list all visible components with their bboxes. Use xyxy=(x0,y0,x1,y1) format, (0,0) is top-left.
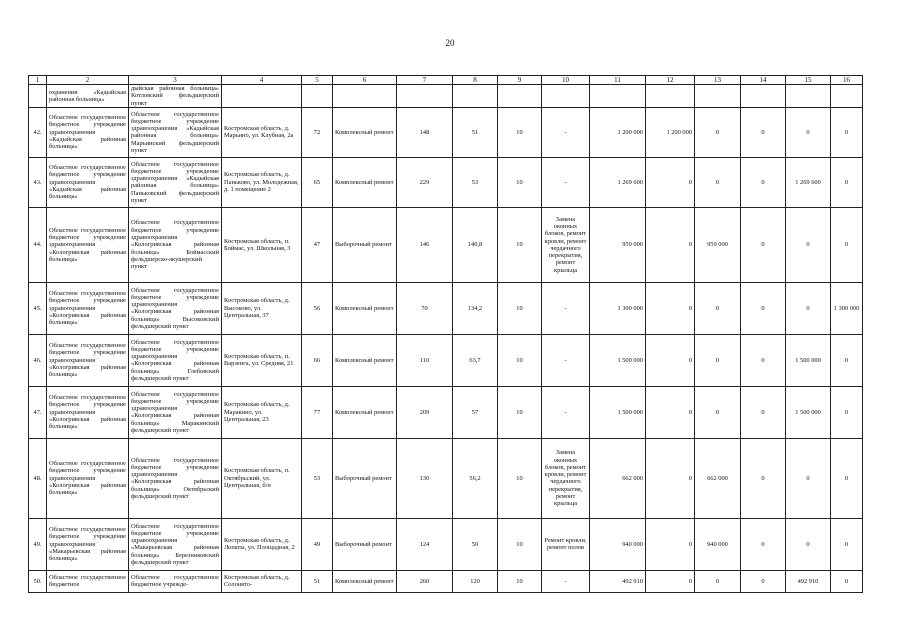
area-cell: 63,7 xyxy=(453,334,498,386)
year-3-cost-cell: 0 xyxy=(741,207,786,282)
table-row xyxy=(29,386,863,438)
year-3-cost-cell: 0 xyxy=(741,386,786,438)
column-header: 7 xyxy=(397,76,453,85)
area-cell: 56,2 xyxy=(453,438,498,518)
wear-cell: 10 xyxy=(498,518,542,570)
row-number-cell: 48. xyxy=(29,438,47,518)
total-area-cell: 65 xyxy=(302,157,333,207)
year-1-cost-cell: 0 xyxy=(646,282,695,334)
population-cell: 148 xyxy=(397,107,453,157)
year-4-cost-cell: 0 xyxy=(786,207,831,282)
total-area-cell: 53 xyxy=(302,438,333,518)
value-cell xyxy=(333,85,397,108)
wear-cell: 10 xyxy=(498,334,542,386)
year-5-cost-cell: 0 xyxy=(831,438,863,518)
year-3-cost-cell: 0 xyxy=(741,157,786,207)
year-5-cost-cell: 0 xyxy=(831,334,863,386)
repair-type-cell: Комплексный ремонт xyxy=(333,282,397,334)
year-1-cost-cell: 0 xyxy=(646,386,695,438)
facility-cell: Областное государственное бюджетное учреждение здравоохранения «Кологривская районная больница» Маракинский фельдшерский пункт xyxy=(129,386,222,438)
address-cell: Костромская область, д. Солонято- xyxy=(222,570,302,592)
row-number-cell: 44. xyxy=(29,207,47,282)
area-cell: 53 xyxy=(453,157,498,207)
year-5-cost-cell: 0 xyxy=(831,570,863,592)
column-header: 8 xyxy=(453,76,498,85)
address-cell: Костромская область, д. Высоково, ул. Центральная, 37 xyxy=(222,282,302,334)
table-row xyxy=(29,438,863,518)
institution-cell: Областное государственное бюджетное учреждение здравоохранения «Кологривская районная больница» xyxy=(47,334,129,386)
repair-type-cell: Комплексный ремонт xyxy=(333,386,397,438)
table-row xyxy=(29,107,863,157)
works-cell: Замена оконных блоков, ремонт кровли, ремонт чердачного перекрытия, ремонт крыльца xyxy=(542,438,590,518)
year-2-cost-cell: 0 xyxy=(695,107,741,157)
year-1-cost-cell: 0 xyxy=(646,207,695,282)
works-cell: Ремонт кровли, ремонт полов xyxy=(542,518,590,570)
row-number-cell: 45. xyxy=(29,282,47,334)
year-3-cost-cell: 0 xyxy=(741,334,786,386)
works-cell: Замена оконных блоков, ремонт кровли, ремонт чердачного перекрытия, ремонт крыльца xyxy=(542,207,590,282)
year-1-cost-cell: 0 xyxy=(646,570,695,592)
area-cell: 134,2 xyxy=(453,282,498,334)
year-1-cost-cell: 1 200 000 xyxy=(646,107,695,157)
column-header: 14 xyxy=(741,76,786,85)
population-cell: 130 xyxy=(397,438,453,518)
column-header: 12 xyxy=(646,76,695,85)
table-row xyxy=(29,207,863,282)
repair-type-cell: Комплексный ремонт xyxy=(333,570,397,592)
table-body xyxy=(29,76,863,593)
works-cell: - xyxy=(542,334,590,386)
row-number-cell xyxy=(29,85,47,108)
row-number-cell: 43. xyxy=(29,157,47,207)
facility-cell: Областное государственное бюджетное учреждение здравоохранения «Кологривская районная больница» Октябрьский фельдшерский пункт xyxy=(129,438,222,518)
year-5-cost-cell: 1 300 000 xyxy=(831,282,863,334)
repair-type-cell: Выборочный ремонт xyxy=(333,207,397,282)
total-area-cell: 49 xyxy=(302,518,333,570)
population-cell: 260 xyxy=(397,570,453,592)
year-4-cost-cell: 0 xyxy=(786,518,831,570)
value-cell xyxy=(831,85,863,108)
total-cost-cell: 1 269 600 xyxy=(590,157,646,207)
year-4-cost-cell: 1 269 600 xyxy=(786,157,831,207)
area-cell: 57 xyxy=(453,386,498,438)
repair-type-cell: Комплексный ремонт xyxy=(333,107,397,157)
year-3-cost-cell: 0 xyxy=(741,518,786,570)
year-4-cost-cell: 1 500 000 xyxy=(786,386,831,438)
year-2-cost-cell: 0 xyxy=(695,157,741,207)
column-number-row xyxy=(29,76,863,85)
total-cost-cell: 1 300 000 xyxy=(590,282,646,334)
total-area-cell: 47 xyxy=(302,207,333,282)
institution-cell: Областное государственное бюджетное xyxy=(47,570,129,592)
column-header: 13 xyxy=(695,76,741,85)
year-2-cost-cell: 0 xyxy=(695,334,741,386)
wear-cell: 10 xyxy=(498,107,542,157)
address-cell: Костромская область, д. Лопаты, ул. Площадная, 2 xyxy=(222,518,302,570)
total-area-cell: 56 xyxy=(302,282,333,334)
population-cell: 209 xyxy=(397,386,453,438)
row-number-cell: 49. xyxy=(29,518,47,570)
facility-cell: Областное государственное бюджетное учрежде- xyxy=(129,570,222,592)
facility-cell: Областное государственное бюджетное учреждение здравоохранения «Кологривская районная больница» Высоковский фельдшерский пункт xyxy=(129,282,222,334)
column-header: 3 xyxy=(129,76,222,85)
facility-cell: Областное государственное бюджетное учреждение здравоохранения «Макарьевская районная больница» Березниковский фельдшерский пункт xyxy=(129,518,222,570)
total-area-cell: 72 xyxy=(302,107,333,157)
address-cell: Костромская область, п. Боймас, ул. Школьная, 3 xyxy=(222,207,302,282)
column-header: 1 xyxy=(29,76,47,85)
area-cell: 50 xyxy=(453,518,498,570)
column-header: 4 xyxy=(222,76,302,85)
row-number-cell: 47. xyxy=(29,386,47,438)
year-1-cost-cell: 0 xyxy=(646,334,695,386)
area-cell: 120 xyxy=(453,570,498,592)
year-1-cost-cell: 0 xyxy=(646,438,695,518)
column-header: 5 xyxy=(302,76,333,85)
facility-cell: Областное государственное бюджетное учреждение здравоохранения «Кологривская районная больница» Боймасский фельдшерско-акушерский пункт xyxy=(129,207,222,282)
wear-cell: 10 xyxy=(498,438,542,518)
repair-type-cell: Выборочный ремонт xyxy=(333,518,397,570)
works-cell: - xyxy=(542,386,590,438)
table-row xyxy=(29,334,863,386)
year-4-cost-cell: 1 500 000 xyxy=(786,334,831,386)
value-cell xyxy=(646,85,695,108)
total-area-cell: 66 xyxy=(302,334,333,386)
column-header: 11 xyxy=(590,76,646,85)
total-cost-cell: 1 500 000 xyxy=(590,334,646,386)
total-cost-cell: 1 200 000 xyxy=(590,107,646,157)
address-cell: Костромская область, д. Паньково, ул. Молодежная, д. 1 помещение 2 xyxy=(222,157,302,207)
year-1-cost-cell: 0 xyxy=(646,157,695,207)
column-header: 6 xyxy=(333,76,397,85)
address-cell: Костромская область, д. Маракино, ул. Центральная, 23 xyxy=(222,386,302,438)
wear-cell: 10 xyxy=(498,157,542,207)
value-cell xyxy=(695,85,741,108)
year-3-cost-cell: 0 xyxy=(741,570,786,592)
institution-cell: Областное государственное бюджетное учреждение здравоохранения «Кологривская районная больница» xyxy=(47,207,129,282)
facility-cell: Областное государственное бюджетное учреждение здравоохранения «Кологривская районная больница» Глебовский фельдшерский пункт xyxy=(129,334,222,386)
institution-cell: Областное государственное бюджетное учреждение здравоохранения «Кадыйская районная больница» xyxy=(47,157,129,207)
year-4-cost-cell: 492 910 xyxy=(786,570,831,592)
repair-type-cell: Комплексный ремонт xyxy=(333,157,397,207)
year-4-cost-cell: 0 xyxy=(786,282,831,334)
table-row xyxy=(29,157,863,207)
institution-cell: охранения «Кадыйская районная больница» xyxy=(47,85,129,108)
address-cell: Костромская область, п. Октябрьский, ул. Центральная, б/н xyxy=(222,438,302,518)
repair-type-cell: Выборочный ремонт xyxy=(333,438,397,518)
wear-cell: 10 xyxy=(498,570,542,592)
address-cell: Костромская область, п. Варзенга, ул. Средняя, 21 xyxy=(222,334,302,386)
institution-cell: Областное государственное бюджетное учреждение здравоохранения «Кологривская районная больница» xyxy=(47,282,129,334)
value-cell xyxy=(453,85,498,108)
column-header: 16 xyxy=(831,76,863,85)
institution-cell: Областное государственное бюджетное учреждение здравоохранения «Кологривская районная больница» xyxy=(47,386,129,438)
population-cell: 229 xyxy=(397,157,453,207)
row-number-cell: 42. xyxy=(29,107,47,157)
institution-cell: Областное государственное бюджетное учреждение здравоохранения «Макарьевская районная больница» xyxy=(47,518,129,570)
year-5-cost-cell: 0 xyxy=(831,207,863,282)
wear-cell: 10 xyxy=(498,386,542,438)
table-row xyxy=(29,518,863,570)
population-cell: 124 xyxy=(397,518,453,570)
value-cell xyxy=(786,85,831,108)
year-4-cost-cell: 0 xyxy=(786,438,831,518)
area-cell: 51 xyxy=(453,107,498,157)
repair-type-cell: Комплексный ремонт xyxy=(333,334,397,386)
population-cell: 146 xyxy=(397,207,453,282)
facility-cell: Областное государственное бюджетное учреждение здравоохранения «Кадыйская районная больница» Паньковский фельдшерский пункт xyxy=(129,157,222,207)
value-cell xyxy=(498,85,542,108)
total-cost-cell: 940 000 xyxy=(590,518,646,570)
row-number-cell: 50. xyxy=(29,570,47,592)
column-header: 9 xyxy=(498,76,542,85)
wear-cell: 10 xyxy=(498,282,542,334)
repair-schedule-table xyxy=(28,75,863,593)
column-header: 2 xyxy=(47,76,129,85)
institution-cell: Областное государственное бюджетное учреждение здравоохранения «Кологривская районная больница» xyxy=(47,438,129,518)
total-cost-cell: 1 500 000 xyxy=(590,386,646,438)
address-cell: Костромская область, д. Марьино, ул. Клубная, 2а xyxy=(222,107,302,157)
year-5-cost-cell: 0 xyxy=(831,157,863,207)
year-3-cost-cell: 0 xyxy=(741,282,786,334)
table-row xyxy=(29,282,863,334)
total-cost-cell: 959 000 xyxy=(590,207,646,282)
facility-cell: дыйская районная больница» Котловский фельдшерский пункт xyxy=(129,85,222,108)
population-cell: 110 xyxy=(397,334,453,386)
year-2-cost-cell: 0 xyxy=(695,570,741,592)
table-row xyxy=(29,570,863,592)
population-cell: 70 xyxy=(397,282,453,334)
address-cell xyxy=(222,85,302,108)
year-1-cost-cell: 0 xyxy=(646,518,695,570)
area-cell: 140,8 xyxy=(453,207,498,282)
total-cost-cell: 662 000 xyxy=(590,438,646,518)
year-2-cost-cell: 0 xyxy=(695,386,741,438)
year-5-cost-cell: 0 xyxy=(831,386,863,438)
institution-cell: Областное государственное бюджетное учреждение здравоохранения «Кадыйская районная больница» xyxy=(47,107,129,157)
year-2-cost-cell: 940 000 xyxy=(695,518,741,570)
year-5-cost-cell: 0 xyxy=(831,107,863,157)
column-header: 10 xyxy=(542,76,590,85)
facility-cell: Областное государственное бюджетное учреждение здравоохранения «Кадыйская районная больница» Марьинский фельдшерский пункт xyxy=(129,107,222,157)
year-3-cost-cell: 0 xyxy=(741,438,786,518)
year-2-cost-cell: 0 xyxy=(695,282,741,334)
year-4-cost-cell: 0 xyxy=(786,107,831,157)
value-cell xyxy=(397,85,453,108)
value-cell xyxy=(302,85,333,108)
year-3-cost-cell: 0 xyxy=(741,107,786,157)
works-cell: - xyxy=(542,282,590,334)
year-5-cost-cell: 0 xyxy=(831,518,863,570)
continuation-row xyxy=(29,85,863,108)
year-2-cost-cell: 662 000 xyxy=(695,438,741,518)
page-number: 20 xyxy=(445,38,455,48)
wear-cell: 10 xyxy=(498,207,542,282)
works-cell: - xyxy=(542,157,590,207)
row-number-cell: 46. xyxy=(29,334,47,386)
column-header: 15 xyxy=(786,76,831,85)
value-cell xyxy=(590,85,646,108)
value-cell xyxy=(741,85,786,108)
year-2-cost-cell: 959 000 xyxy=(695,207,741,282)
total-cost-cell: 492 910 xyxy=(590,570,646,592)
total-area-cell: 51 xyxy=(302,570,333,592)
total-area-cell: 77 xyxy=(302,386,333,438)
works-cell: - xyxy=(542,570,590,592)
works-cell: - xyxy=(542,107,590,157)
value-cell xyxy=(542,85,590,108)
